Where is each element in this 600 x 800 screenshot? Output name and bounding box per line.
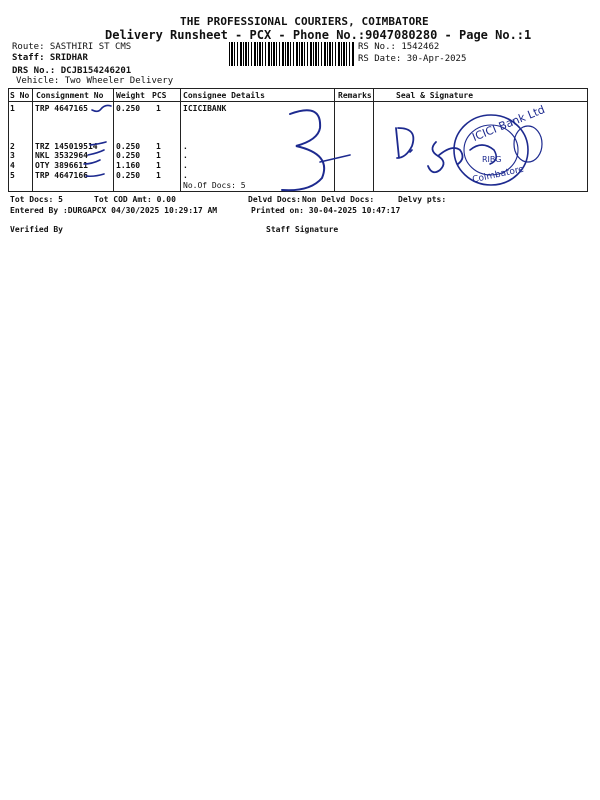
- check-mark-icon: [84, 160, 100, 164]
- row-pcs: 1: [156, 142, 161, 151]
- header-consignment: Consignment No: [36, 91, 104, 100]
- row-sno: 3: [10, 151, 15, 160]
- non-delvd-docs: Non Delvd Docs:: [302, 195, 375, 204]
- row-consignee: .: [183, 171, 188, 180]
- header-seal: Seal & Signature: [396, 91, 474, 100]
- signature: [396, 128, 413, 158]
- row-consignee: .: [183, 142, 188, 151]
- row-consignee: .: [183, 161, 188, 170]
- header-weight: Weight: [116, 91, 145, 100]
- header-pcs: PCS: [152, 91, 167, 100]
- stamp-bottom-text: Coimbatore: [471, 164, 525, 186]
- row-consignment: OTY 3896611: [35, 161, 88, 170]
- rs-date: RS Date: 30-Apr-2025: [358, 54, 467, 64]
- verified-by: Verified By: [10, 225, 63, 234]
- stamp-top-text: ICICI Bank Ltd: [470, 103, 547, 144]
- drs-number: DRS No.: DCJB154246201: [12, 66, 132, 76]
- row-sno: 2: [10, 142, 15, 151]
- delvd-docs: Delvd Docs:: [248, 195, 301, 204]
- row-pcs: 1: [156, 161, 161, 170]
- rs-number: RS No.: 1542462: [358, 42, 440, 52]
- header-consignee: Consignee Details: [183, 91, 265, 100]
- header-remarks: Remarks: [338, 91, 372, 100]
- entered-by: Entered By :DURGAPCX 04/30/2025 10:29:17 AM: [10, 206, 218, 215]
- check-mark-icon: [92, 105, 111, 111]
- check-mark-icon: [88, 150, 104, 155]
- check-mark-icon: [86, 174, 104, 176]
- route-label: Route: SASTHIRI ST CMS: [12, 42, 132, 52]
- staff-signature: Staff Signature: [266, 225, 339, 234]
- stamp-middle-text: RIBG: [482, 155, 502, 164]
- header-sno: S No: [10, 91, 30, 100]
- row-consignee: .: [183, 151, 188, 160]
- runsheet-subtitle: Delivery Runsheet - PCX - Phone No.:9047080280 - Page No.:1: [105, 28, 532, 42]
- tot-docs: Tot Docs: 5: [10, 195, 63, 204]
- row-consignment: TRP 4647166: [35, 171, 88, 180]
- row-sno: 1: [10, 104, 15, 113]
- row-consignment: TRZ 145019514: [35, 142, 98, 151]
- tot-cod-amt: Tot COD Amt: 0.00: [94, 195, 176, 204]
- staff-label: Staff: SRIDHAR: [12, 53, 88, 63]
- row-pcs: 1: [156, 171, 161, 180]
- handwritten-three: [282, 110, 324, 190]
- row-weight: 1.160: [116, 161, 141, 170]
- row-pcs: 1: [156, 151, 161, 160]
- row-consignment: TRP 4647165: [35, 104, 88, 113]
- vehicle-label: Vehicle: Two Wheeler Delivery: [16, 76, 174, 86]
- row-pcs: 1: [156, 104, 161, 113]
- row-sno: 5: [10, 171, 15, 180]
- row-consignment: NKL 3532964: [35, 151, 88, 160]
- row-weight: 0.250: [116, 151, 141, 160]
- row-weight: 0.250: [116, 171, 141, 180]
- row-consignee: ICICIBANK: [183, 104, 227, 113]
- printed-on: Printed on: 30-04-2025 10:47:17: [251, 206, 401, 215]
- company-title: THE PROFESSIONAL COURIERS, COIMBATORE: [180, 15, 429, 28]
- row-weight: 0.250: [116, 104, 141, 113]
- check-mark-icon: [90, 142, 106, 145]
- row-weight: 0.250: [116, 142, 141, 151]
- delvy-pts: Delvy pts:: [398, 195, 447, 204]
- row-sno: 4: [10, 161, 15, 170]
- num-docs: No.Of Docs: 5: [183, 181, 246, 190]
